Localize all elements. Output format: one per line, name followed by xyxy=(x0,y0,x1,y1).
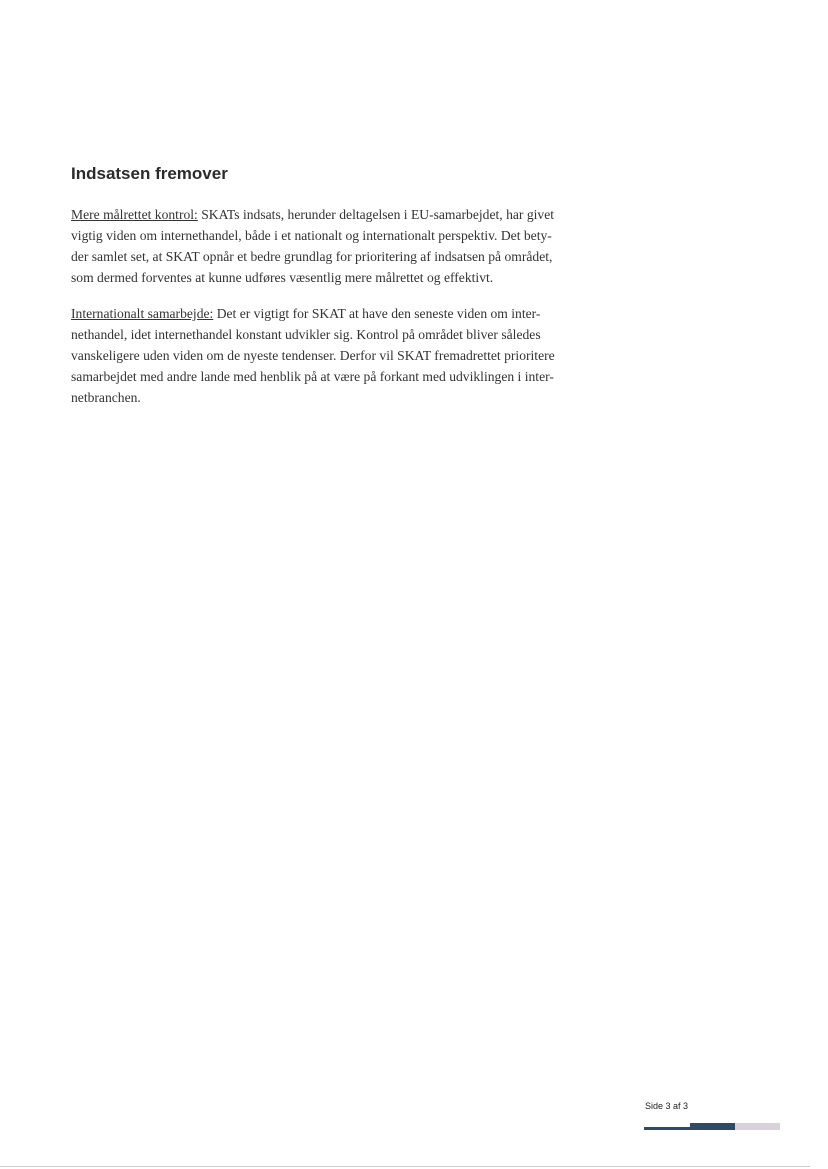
line-text: SKATs indsats, herunder deltagelsen i EU-samarbejdet, har givet xyxy=(197,207,555,222)
paragraph-line: netbranchen. xyxy=(71,390,141,405)
paragraph-label: Mere målrettet kontrol: xyxy=(71,207,198,222)
footer-bar-light xyxy=(735,1123,780,1130)
paragraph-line: vanskeligere uden viden om de nyeste tendenser. Derfor vil SKAT fremadrettet prioritere xyxy=(71,348,555,363)
paragraph-label: Internationalt samarbejde: xyxy=(71,306,214,321)
paragraph-line: som dermed forventes at kunne udføres væsentlig mere målrettet og effektivt. xyxy=(71,270,494,285)
footer-bar-thin xyxy=(644,1127,690,1130)
paragraph-line: vigtig viden om internethandel, både i et nationalt og internationalt perspektiv. Det bety- xyxy=(71,228,552,243)
section-heading: Indsatsen fremover xyxy=(71,164,228,183)
paragraph-line: der samlet set, at SKAT opnår et bedre grundlag for prioritering af indsatsen på området, xyxy=(71,249,553,264)
paragraph-targeted-control xyxy=(71,204,554,288)
paragraph-line xyxy=(71,303,555,324)
page-number: Side 3 af 3 xyxy=(645,1101,689,1111)
paragraph-line xyxy=(71,204,554,225)
paragraph-international-cooperation xyxy=(71,303,555,408)
paragraph-line: samarbejdet med andre lande med henblik på at være på forkant med udviklingen i inter- xyxy=(71,369,554,384)
page-edge-divider xyxy=(0,1166,810,1167)
footer-bar-dark xyxy=(690,1123,735,1130)
paragraph-line: nethandel, idet internethandel konstant udvikler sig. Kontrol på området bliver således xyxy=(71,327,541,342)
line-text: Det er vigtigt for SKAT at have den seneste viden om inter- xyxy=(213,306,541,321)
